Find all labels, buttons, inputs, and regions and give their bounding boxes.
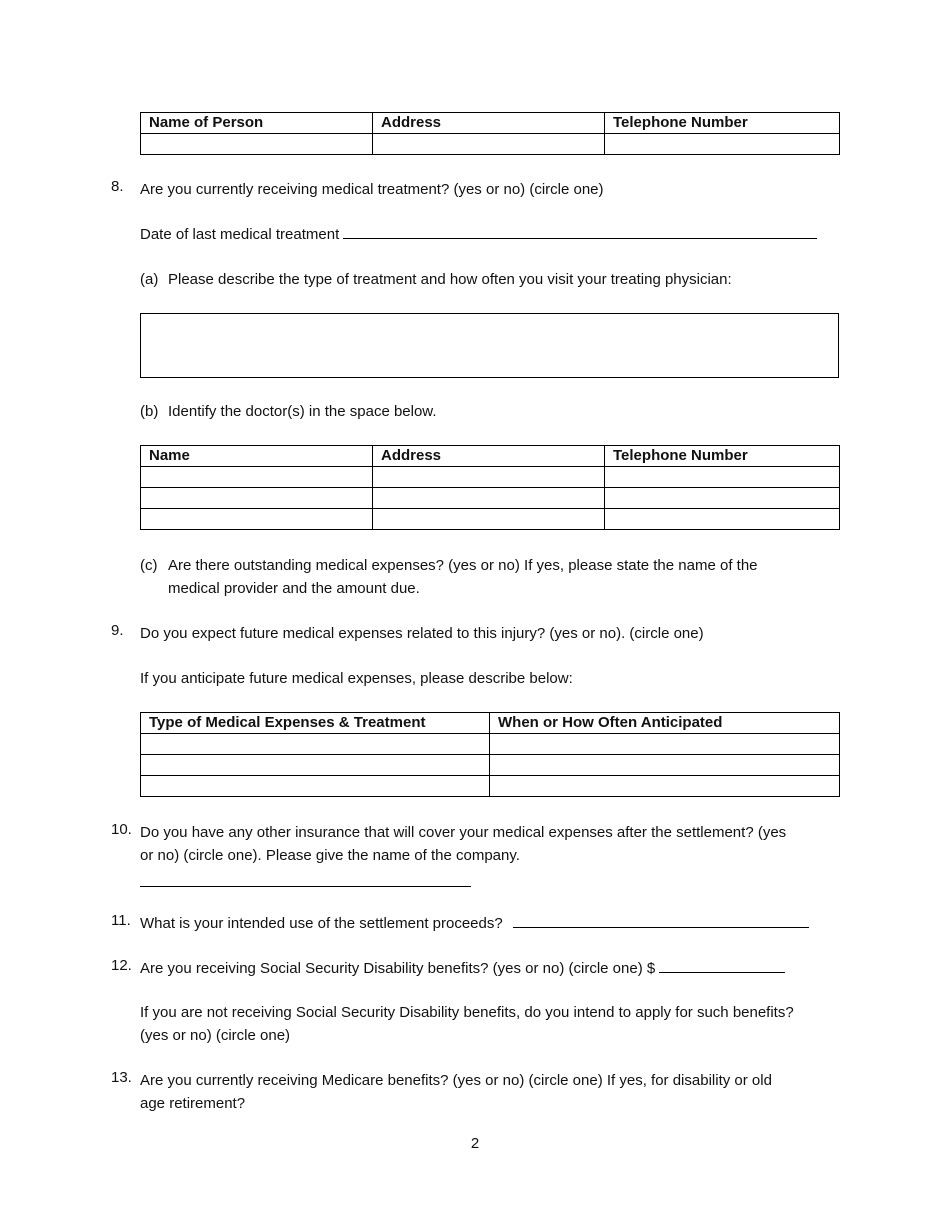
table-cell-input[interactable] xyxy=(490,734,840,755)
question-13-line2: age retirement? xyxy=(140,1095,246,1112)
ssd-amount-field[interactable] xyxy=(140,957,785,980)
question-8-text: Are you currently receiving medical treatment? (yes or no) (circle one) xyxy=(140,181,604,198)
ssd-amount-blank-line[interactable] xyxy=(659,958,785,973)
question-10-line1: Do you have any other insurance that will cover your medical expenses after the settlement? (yes xyxy=(140,824,787,841)
table-cell-input[interactable] xyxy=(605,488,840,509)
question-12-subline2: (yes or no) (circle one) xyxy=(140,1027,291,1044)
question-12-subline1: If you are not receiving Social Security Disability benefits, do you intend to apply for such benefits? xyxy=(140,1004,794,1021)
question-11-text: What is your intended use of the settlement proceeds? xyxy=(140,915,503,932)
table-cell-input[interactable] xyxy=(373,509,605,530)
page-number: 2 xyxy=(470,1135,480,1152)
question-number: 8. xyxy=(111,178,124,195)
table-cell-input[interactable] xyxy=(373,467,605,488)
table-cell-input[interactable] xyxy=(141,776,490,797)
question-number: 13. xyxy=(111,1069,132,1086)
table-cell-input[interactable] xyxy=(373,134,605,155)
future-expenses-table xyxy=(140,712,840,797)
table-cell-input[interactable] xyxy=(605,509,840,530)
table-cell-input[interactable] xyxy=(141,467,373,488)
question-10-line2: or no) (circle one). Please give the name of the company. xyxy=(140,847,520,864)
question-8b-text: Identify the doctor(s) in the space below. xyxy=(168,403,437,420)
column-header: When or How Often Anticipated xyxy=(490,713,840,734)
table-row[interactable] xyxy=(141,467,840,488)
table-cell-input[interactable] xyxy=(141,734,490,755)
table-row[interactable] xyxy=(141,488,840,509)
date-label: Date of last medical treatment xyxy=(140,226,340,243)
doctor-table xyxy=(140,445,840,530)
date-last-treatment-field[interactable] xyxy=(140,223,817,246)
column-header: Telephone Number xyxy=(605,113,840,134)
question-8a-text: Please describe the type of treatment and how often you visit your treating physician: xyxy=(168,271,732,288)
column-header: Type of Medical Expenses & Treatment xyxy=(141,713,490,734)
question-number: 12. xyxy=(111,957,132,974)
column-header: Address xyxy=(373,113,605,134)
subquestion-label: (c) xyxy=(140,557,158,574)
table-row[interactable] xyxy=(141,134,840,155)
question-8c-line2: medical provider and the amount due. xyxy=(168,580,420,597)
table-header-row xyxy=(141,446,840,467)
question-9-subtext: If you anticipate future medical expenses, please describe below: xyxy=(140,670,573,687)
column-header: Name xyxy=(141,446,373,467)
column-header: Address xyxy=(373,446,605,467)
insurance-company-blank-line[interactable] xyxy=(140,886,471,887)
column-header: Telephone Number xyxy=(605,446,840,467)
question-number: 9. xyxy=(111,622,124,639)
settlement-use-field[interactable] xyxy=(140,912,809,935)
table-row[interactable] xyxy=(141,509,840,530)
question-12-text: Are you receiving Social Security Disability benefits? (yes or no) (circle one) $ xyxy=(140,960,656,977)
table-cell-input[interactable] xyxy=(605,467,840,488)
column-header: Name of Person xyxy=(141,113,373,134)
table-cell-input[interactable] xyxy=(373,488,605,509)
treatment-description-box[interactable] xyxy=(140,313,839,378)
contact-person-table xyxy=(140,112,840,155)
question-13-line1: Are you currently receiving Medicare benefits? (yes or no) (circle one) If yes, for disability or old xyxy=(140,1072,772,1089)
table-cell-input[interactable] xyxy=(141,488,373,509)
table-cell-input[interactable] xyxy=(141,509,373,530)
table-row[interactable] xyxy=(141,755,840,776)
question-9-text: Do you expect future medical expenses related to this injury? (yes or no). (circle one) xyxy=(140,625,704,642)
table-row[interactable] xyxy=(141,776,840,797)
table-cell-input[interactable] xyxy=(141,755,490,776)
question-8c-line1: Are there outstanding medical expenses? (yes or no) If yes, please state the name of the xyxy=(168,557,758,574)
table-cell-input[interactable] xyxy=(605,134,840,155)
table-header-row xyxy=(141,113,840,134)
table-cell-input[interactable] xyxy=(490,776,840,797)
question-number: 10. xyxy=(111,821,132,838)
table-cell-input[interactable] xyxy=(141,134,373,155)
table-row[interactable] xyxy=(141,734,840,755)
table-cell-input[interactable] xyxy=(490,755,840,776)
settlement-use-blank-line[interactable] xyxy=(513,913,809,928)
date-blank-line[interactable] xyxy=(343,224,817,239)
subquestion-label: (b) xyxy=(140,403,159,420)
question-number: 11. xyxy=(111,912,131,929)
table-header-row xyxy=(141,713,840,734)
subquestion-label: (a) xyxy=(140,271,159,288)
